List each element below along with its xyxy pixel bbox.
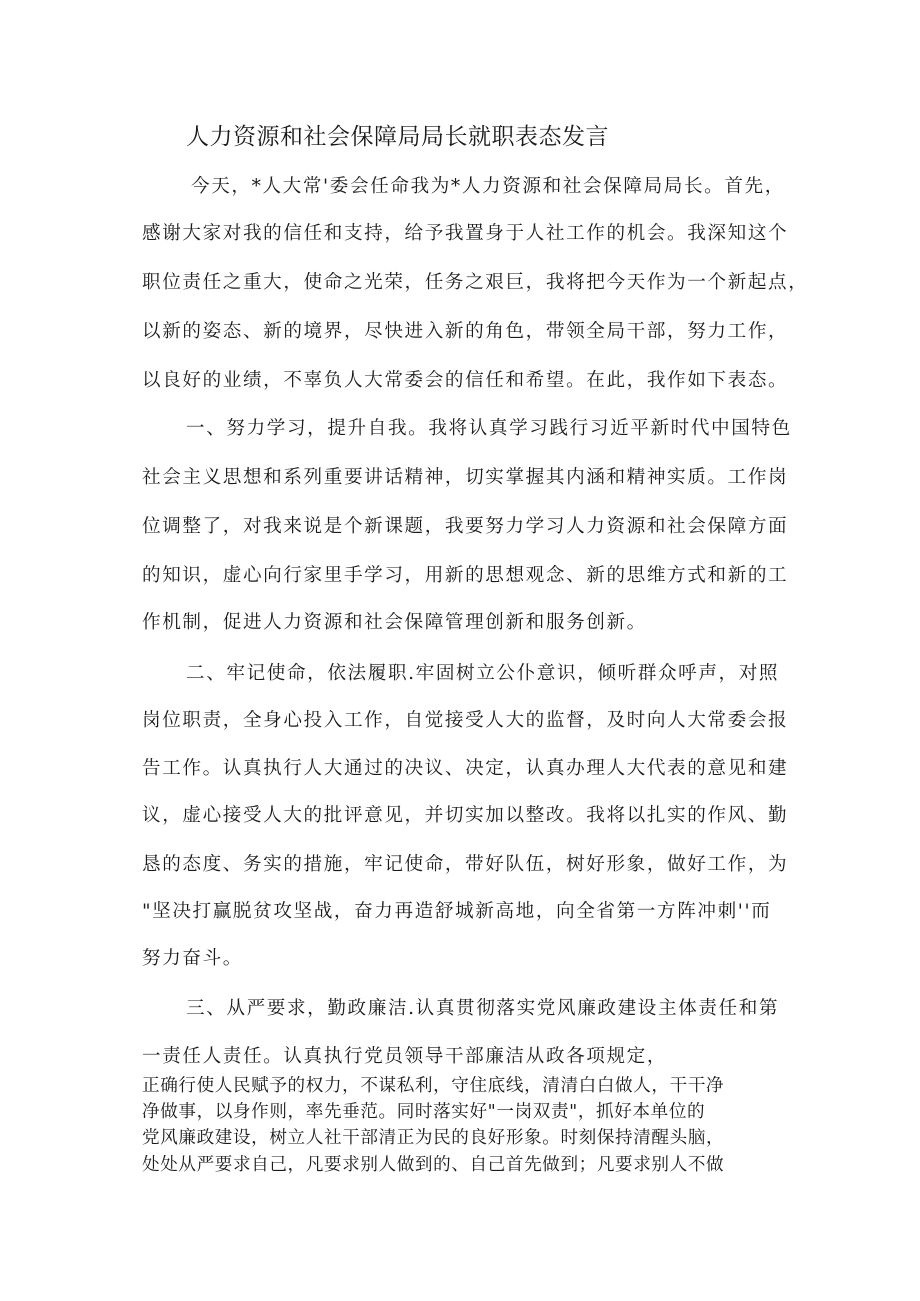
text-line: 以新的姿态、新的境界，尽快进入新的角色，带领全局干部，努力工作，	[142, 321, 789, 342]
text-line: 感谢大家对我的信任和支持，给予我置身于人社工作的机会。我深知这个	[142, 223, 789, 244]
text-line: 党风廉政建设，树立人社干部清正为民的良好形象。时刻保持清醒头脑，	[142, 1128, 725, 1148]
text-line: 正确行使人民赋予的权力，不谋私利，守住底线，清清白白做人，干干净	[142, 1076, 725, 1096]
text-line: 努力奋斗。	[142, 948, 243, 969]
text-line: 三、从严要求，勤政廉洁.认真贯彻落实党风廉政建设主体责任和第	[186, 998, 780, 1019]
text-line: 一责任人责任。认真执行党员领导干部廉洁从政各项规定，	[142, 1046, 668, 1067]
text-line: 位调整了，对我来说是个新课题，我要努力学习人力资源和社会保障方面	[142, 516, 789, 537]
text-line: 今天，*人大常'委会任命我为*人力资源和社会保障局局长。首先，	[191, 176, 785, 197]
text-line: 以良好的业绩，不辜负人大常委会的信任和希望。在此，我作如下表态。	[142, 370, 789, 391]
text-line: 告工作。认真执行人大通过的决议、决定，认真办理人大代表的意见和建	[142, 758, 789, 779]
text-line: 岗位职责，全身心投入工作，自觉接受人大的监督，及时向人大常委会报	[142, 710, 789, 731]
text-line: 处处从严要求自己，凡要求别人做到的、自己首先做到；凡要求别人不做	[142, 1155, 725, 1175]
text-line: 一、努力学习，提升自我。我将认真学习践行习近平新时代中国特色	[186, 418, 792, 439]
text-line: "坚决打赢脱贫攻坚战，奋力再造舒城新高地，向全省第一方阵冲刺''而	[142, 901, 772, 922]
text-line: 恳的态度、务实的措施，牢记使命，带好队伍，树好形象，做好工作，为	[142, 854, 789, 875]
document-title: 人力资源和社会保障局局长就职表态发言	[186, 124, 609, 150]
text-line: 社会主义思想和系列重要讲话精神，切实掌握其内涵和精神实质。工作岗	[142, 467, 789, 488]
text-line: 作机制，促进人力资源和社会保障管理创新和服务创新。	[142, 612, 647, 633]
text-line: 的知识，虚心向行家里手学习，用新的思想观念、新的思维方式和新的工	[142, 565, 789, 586]
text-line: 二、牢记使命，依法履职.牢固树立公仆意识，倾听群众呼声，对照	[186, 663, 780, 684]
text-line: 净做事，以身作则，率先垂范。同时落实好"一岗双责"，抓好本单位的	[142, 1102, 706, 1122]
text-line: 职位责任之重大，使命之光荣，任务之艰巨，我将把今天作为一个新起点，	[142, 272, 809, 293]
text-line: 议，虚心接受人大的批评意见，并切实加以整改。我将以扎实的作风、勤	[142, 805, 789, 826]
